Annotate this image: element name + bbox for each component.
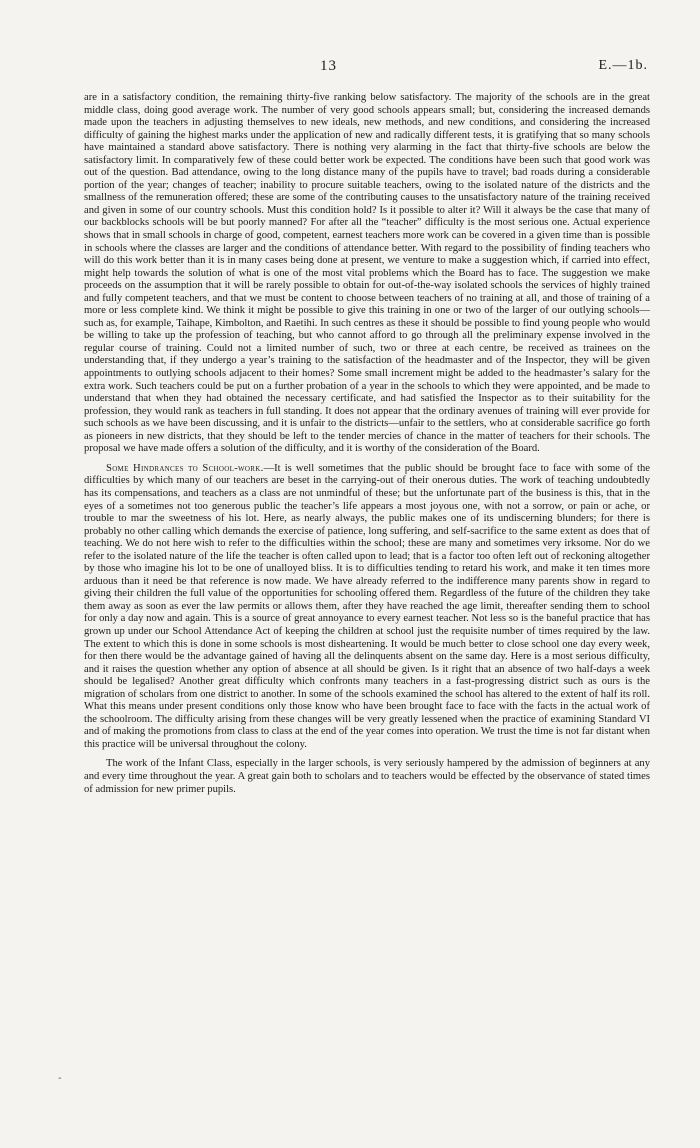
- page-header: [0, 58, 700, 78]
- report-body: [84, 92, 650, 796]
- paragraph-attendance-and-training: are in a satisfactory condition, the remaining thirty-five ranking below satisfactory. The majority of the schools are in the great middle class, doing good average work. The number of very good schools appears small; but, considering the increased demands made upon the teachers in adjusting themselves to new ideals, new methods, and new conditions, and considering the increased difficulty of gaining the highest marks under the application of new and radically different tests, it is gratifying that so many schools have maintained a standard above satisfactory. There is nothing very alarming in the fact that thirty-five schools are below the satisfactory limit. In comparatively few of these could better work be expected. The conditions have been such that good work was out of the question. Bad attendance, owing to the long distance many of the pupils have to travel; bad roads during a considerable portion of the year; changes of teacher; inability to procure suitable teachers, owing to the isolated nature of the districts and the smallness of the remuneration offered; these are some of the contributing causes to the unsatisfactory nature of the training received and given in some of our country schools. Must this condition hold? Is it possible to alter it? Will it always be the case that many of our backblocks schools will be but poorly manned? For after all the “teacher” difficulty is the most serious one. Actual experience shows that in small schools in charge of good, competent, earnest teachers more work can be covered in a given time than is possible in schools where the classes are larger and the conditions of attendance better. With regard to the possibility of finding teachers who will do this work better than it is in many cases being done at present, we venture to make a suggestion which, if carried into effect, might help towards the solution of what is one of the most vital problems which the Board has to face. The suggestion we make proceeds on the assumption that it will be rarely possible to obtain for out-of-the-way isolated schools the services of highly trained and fully competent teachers, and that we must be content to choose between teachers of no training at all, and those of training of a more or less complete kind. We think it might be possible to give this training in one or two of the larger of our outlying schools—such as, for example, Taihape, Kimbolton, and Raetihi. In such centres as these it should be possible to find young people who would be willing to take up the profession of teaching, but who cannot afford to go through all the preliminary expense involved in the regular course of training. Could not a limited number of such, two or three at each centre, be received as trainees on the understanding that, if they undergo a year’s training to the satisfaction of the headmaster and of the Inspector, they will be given appointments to outlying schools adjacent to their homes? Some small increment might be added to the headmaster’s salary for the extra work. Such teachers could be put on a further probation of a year in the schools to which they were appointed, and be made to understand that when they had obtained the necessary certificate, and had satisfied the Inspector as to their suitability for the profession, they would rank as teachers in full standing. It does not appear that the ordinary avenues of training will ever provide for such schools as we have been discussing, and it is unfair to the districts—unfair to the settlers, who at considerable sacrifice go forth as pioneers in new districts, that they should be left to the tender mercies of chance in the matter of teachers for their schools. The proposal we have made offers a solution of the difficulty, and it is worthy of the consideration of the Board.: [84, 92, 650, 455]
- paragraph-infant-class: The work of the Infant Class, especially in the larger schools, is very seriously hampered by the admission of beginners at any and every time throughout the year. A great gain both to scholars and to teachers would be effected by the observance of stated times of admission for new primer pupils.: [84, 758, 650, 795]
- page-number: 13: [320, 58, 337, 74]
- margin-mark: -: [58, 1073, 62, 1084]
- paragraph-hindrances: [84, 463, 650, 752]
- paragraph-hindrances-text: —It is well sometimes that the public should be brought face to face with some of the difficulties by which many of our teachers are beset in the carrying-out of their onerous duties. The work of teaching undoubtedly has its compensations, and teachers as a class are not unmindful of these; but the unfortunate part of the business is this, that in the eyes of a sometimes not too generous public the teacher’s life appears a most joyous one, with not a sorrow, or pain or ache, or trouble to mar the sweetness of his lot. Here, as nearly always, the public makes one of its undiscerning blunders; for there is probably no other calling which demands the exercise of patience, long suffering, and self-sacrifice to the same extent as does that of teaching. We do not here wish to refer to the difficulties within the school; these are many and sometimes very irksome. Nor do we refer to the isolated nature of the life the teacher is often called upon to lead; that is a factor too often left out of reckoning altogether by those who imagine his lot to be one of unalloyed bliss. It is to difficulties tending to retard his work, and make it ten times more arduous than it need be that reference is now made. We have already referred to the indifference many parents show in regard to giving their children the full value of the opportunities for schooling offered them. Regardless of the future of the children they take them away as soon as ever the law permits or allows them, after they have reached the age limit, thereafter sending them to school for only a day now and again. This is a source of great annoyance to every earnest teacher. Not less so is the baneful practice that has grown up under our School Attendance Act of keeping the children at school just the requisite number of times required by the law. The extent to which this is done in some schools is most disheartening. It would be much better to close school one day every week, for then there would be the advantage gained of having all the delinquents absent on the same day. Here is a most serious difficulty, and it raises the question whether any option of absence at all should be given. Is it right that an absence of two half-days a week should be legalised? Another great difficulty which confronts many teachers in a fast-progressing district such as ours is the migration of scholars from one district to another. In some of the schools examined the school has altered to the extent of half its roll. What this means under present conditions only those know who have been brought face to face with the facts in the actual work of the schoolroom. The difficulty arising from these changes will be very greatly lessened when the practice of examining Standard VI and of making the promotions from class to class at the end of the year comes into operation. We trust the time is not far distant when this practice will be universal throughout the colony.: [84, 462, 651, 750]
- document-reference: E.—1b.: [598, 58, 648, 73]
- section-heading-hindrances: Some Hindrances to School-work.: [106, 462, 264, 474]
